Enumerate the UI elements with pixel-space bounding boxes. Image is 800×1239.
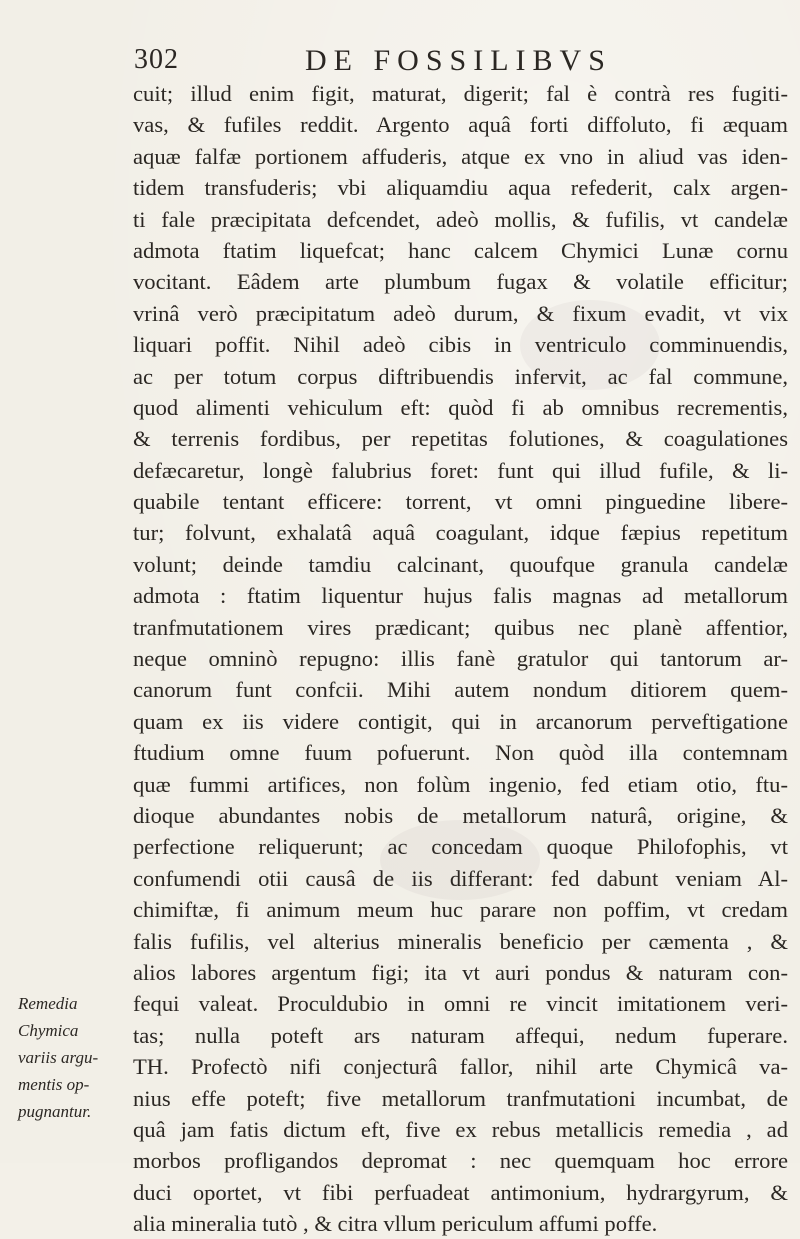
- text-line: quam ex iis videre contigit, qui in arcanorum perveftigatione: [133, 708, 788, 734]
- text-line: alios labores argentum figi; ita vt auri pondus & naturam con-: [133, 959, 788, 985]
- text-line: quabile tentant efficere: torrent, vt omni pinguedine libere-: [133, 489, 788, 515]
- text-line: tas; nulla poteft ars naturam affequi, nedum fuperare.: [133, 1022, 788, 1048]
- text-line: alia mineralia tutò , & citra vllum periculum affumi poffe.: [133, 1211, 658, 1237]
- text-line: cuit; illud enim figit, maturat, digerit; fal è contrà res fugiti-: [133, 81, 788, 106]
- text-line: chimiftæ, fi animum meum huc parare non poffim, vt credam: [133, 897, 788, 923]
- text-line: fequi valeat. Proculdubio in omni re vincit imitationem veri-: [133, 991, 788, 1017]
- text-line: vas, & fufiles reddit. Argento aquâ forti diffoluto, fi æquam: [133, 112, 788, 138]
- text-line: vrinâ verò præcipitatum adeò durum, & fixum evadit, vt vix: [133, 300, 788, 326]
- text-line: quod alimenti vehiculum eft: quòd fi ab omnibus recrementis,: [133, 394, 788, 420]
- text-line: admota : ftatim liquentur hujus falis magnas ad metallorum: [133, 583, 788, 609]
- page-number: 302: [134, 44, 179, 75]
- margin-note-line: Remedia: [18, 994, 78, 1013]
- text-line: TH. Profectò nifi conjecturâ fallor, nihil arte Chymicâ va-: [133, 1054, 788, 1080]
- text-line: tur; folvunt, exhalatâ aquâ coagulant, idque fæpius repetitum: [133, 520, 788, 546]
- text-line: ftudium omne fuum pofuerunt. Non quòd illa contemnam: [133, 740, 788, 766]
- text-line: dioque abundantes nobis de metallorum naturâ, origine, &: [133, 802, 788, 828]
- margin-note-line: pugnantur.: [18, 1102, 92, 1121]
- text-line: defæcaretur, longè falubrius foret: funt qui illud fufile, & li-: [133, 457, 788, 483]
- margin-note-line: variis argu-: [18, 1048, 99, 1067]
- margin-note-line: mentis op-: [18, 1075, 90, 1094]
- text-line: volunt; deinde tamdiu calcinant, quoufque granula candelæ: [133, 551, 788, 577]
- text-line: falis fufilis, vel alterius mineralis beneficio per cæmenta , &: [133, 928, 788, 954]
- text-line: morbos profligandos depromat : nec quemquam hoc errore: [133, 1148, 788, 1174]
- text-line: ti fale præcipitata defcendet, adeò mollis, & fufilis, vt candelæ: [133, 206, 788, 232]
- text-line: quâ jam fatis dictum eft, five ex rebus metallicis remedia , ad: [133, 1116, 788, 1142]
- margin-note: [18, 990, 128, 1125]
- text-line: ac per totum corpus diftribuendis infervit, ac fal commune,: [133, 363, 788, 389]
- text-line: tranfmutationem vires prædicant; quibus nec planè affentior,: [133, 614, 788, 640]
- text-line: tidem transfuderis; vbi aliquamdiu aqua refederit, calx argen-: [133, 175, 788, 201]
- text-line: nius effe poteft; five metallorum tranfmutationi incumbat, de: [133, 1085, 788, 1111]
- text-line: canorum funt confcii. Mihi autem nondum ditiorem quem-: [133, 677, 788, 703]
- body-text: [133, 78, 788, 1239]
- text-line: perfectione reliquerunt; ac concedam quoque Philofophis, vt: [133, 834, 788, 860]
- running-title: DE FOSSILIBVS: [305, 44, 612, 77]
- text-line: aquæ falfæ portionem affuderis, atque ex vno in aliud vas iden-: [133, 143, 788, 169]
- text-line: liquari poffit. Nihil adeò cibis in ventriculo comminuendis,: [133, 332, 788, 358]
- text-line: vocitant. Eâdem arte plumbum fugax & volatile efficitur;: [133, 269, 788, 295]
- margin-note-line: Chymica: [18, 1021, 79, 1040]
- text-line: & terrenis fordibus, per repetitas folutiones, & coagulationes: [133, 426, 788, 452]
- page-header: [120, 28, 780, 77]
- text-line: quæ fummi artifices, non folùm ingenio, fed etiam otio, ftu-: [133, 771, 788, 797]
- text-line: neque omninò repugno: illis fanè gratulor qui tantorum ar-: [133, 646, 788, 672]
- text-line: confumendi otii causâ de iis differant: fed dabunt veniam Al-: [133, 865, 788, 891]
- text-line: duci oportet, vt fibi perfuadeat antimonium, hydrargyrum, &: [133, 1179, 788, 1205]
- text-line: admota ftatim liquefcat; hanc calcem Chymici Lunæ cornu: [133, 237, 788, 263]
